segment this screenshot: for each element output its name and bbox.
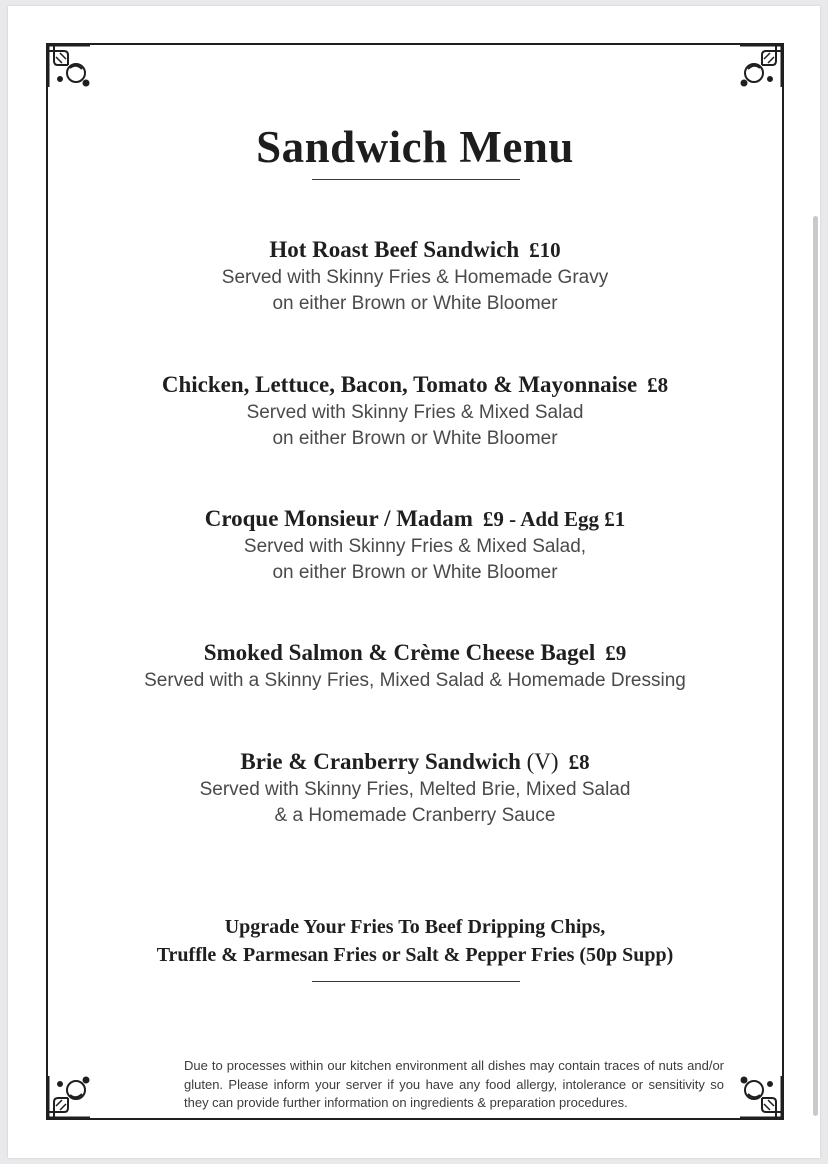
- ornamental-corner-icon: [46, 1074, 92, 1120]
- menu-item-price: £9 - Add Egg £1: [482, 507, 626, 531]
- upgrade-line: Truffle & Parmesan Fries or Salt & Pepper Fries (50p Supp): [156, 944, 674, 966]
- menu-item-title: [48, 370, 782, 400]
- ornamental-corner-icon: [738, 43, 784, 89]
- menu-item-title: [48, 504, 782, 534]
- upgrade-note: [48, 913, 782, 969]
- bottom-divider: [312, 981, 520, 982]
- vegetarian-tag: (V): [526, 749, 559, 774]
- menu-border-frame: [46, 43, 784, 1120]
- upgrade-line: Upgrade Your Fries To Beef Dripping Chips,: [224, 916, 606, 938]
- scrollbar[interactable]: [813, 216, 818, 1116]
- menu-item-name: Croque Monsieur / Madam: [204, 506, 473, 531]
- menu-item-price: £8: [647, 373, 669, 397]
- menu-item: [48, 747, 782, 828]
- menu-item: [48, 638, 782, 694]
- page-title: Sandwich Menu: [256, 122, 574, 172]
- menu-item-title: [48, 638, 782, 668]
- menu-item-name: Smoked Salmon & Crème Cheese Bagel: [203, 640, 596, 665]
- ornamental-corner-icon: [738, 1074, 784, 1120]
- menu-item-name: Brie & Cranberry Sandwich: [240, 749, 521, 774]
- menu-item-name: Chicken, Lettuce, Bacon, Tomato & Mayonnaise: [161, 372, 638, 397]
- menu-item-description: Served with Skinny Fries & Homemade Gravy: [221, 267, 609, 288]
- menu-item-title: [48, 235, 782, 265]
- menu-item-price: £9: [605, 641, 627, 665]
- menu-item-name: Hot Roast Beef Sandwich: [269, 237, 520, 262]
- menu-item-price: £10: [529, 238, 561, 262]
- ornamental-corner-icon: [46, 43, 92, 89]
- menu-item-description: Served with Skinny Fries & Mixed Salad: [246, 402, 584, 423]
- menu-item: [48, 504, 782, 585]
- menu-item-description: Served with a Skinny Fries, Mixed Salad & Homemade Dressing: [144, 670, 686, 691]
- menu-item-description: & a Homemade Cranberry Sauce: [274, 804, 556, 826]
- menu-item-description: on either Brown or White Bloomer: [272, 427, 558, 449]
- menu-item: [48, 370, 782, 451]
- menu-item-description: on either Brown or White Bloomer: [272, 561, 558, 583]
- top-divider: [312, 179, 520, 180]
- menu-item-price: £8: [568, 750, 590, 774]
- menu-item-description: Served with Skinny Fries & Mixed Salad,: [243, 536, 587, 557]
- menu-page: [8, 6, 820, 1158]
- menu-item-description: on either Brown or White Bloomer: [272, 292, 558, 314]
- menu-item-title: [48, 747, 782, 777]
- menu-item-description: Served with Skinny Fries, Melted Brie, Mixed Salad: [199, 779, 631, 800]
- menu-item: [48, 235, 782, 316]
- allergy-disclaimer: Due to processes within our kitchen environment all dishes may contain traces of nuts and/or gluten. Please inform your server if you have any food allergy, intolerance or sensitivity so they can provide further information on ingredients & preparation procedures.: [184, 1058, 724, 1110]
